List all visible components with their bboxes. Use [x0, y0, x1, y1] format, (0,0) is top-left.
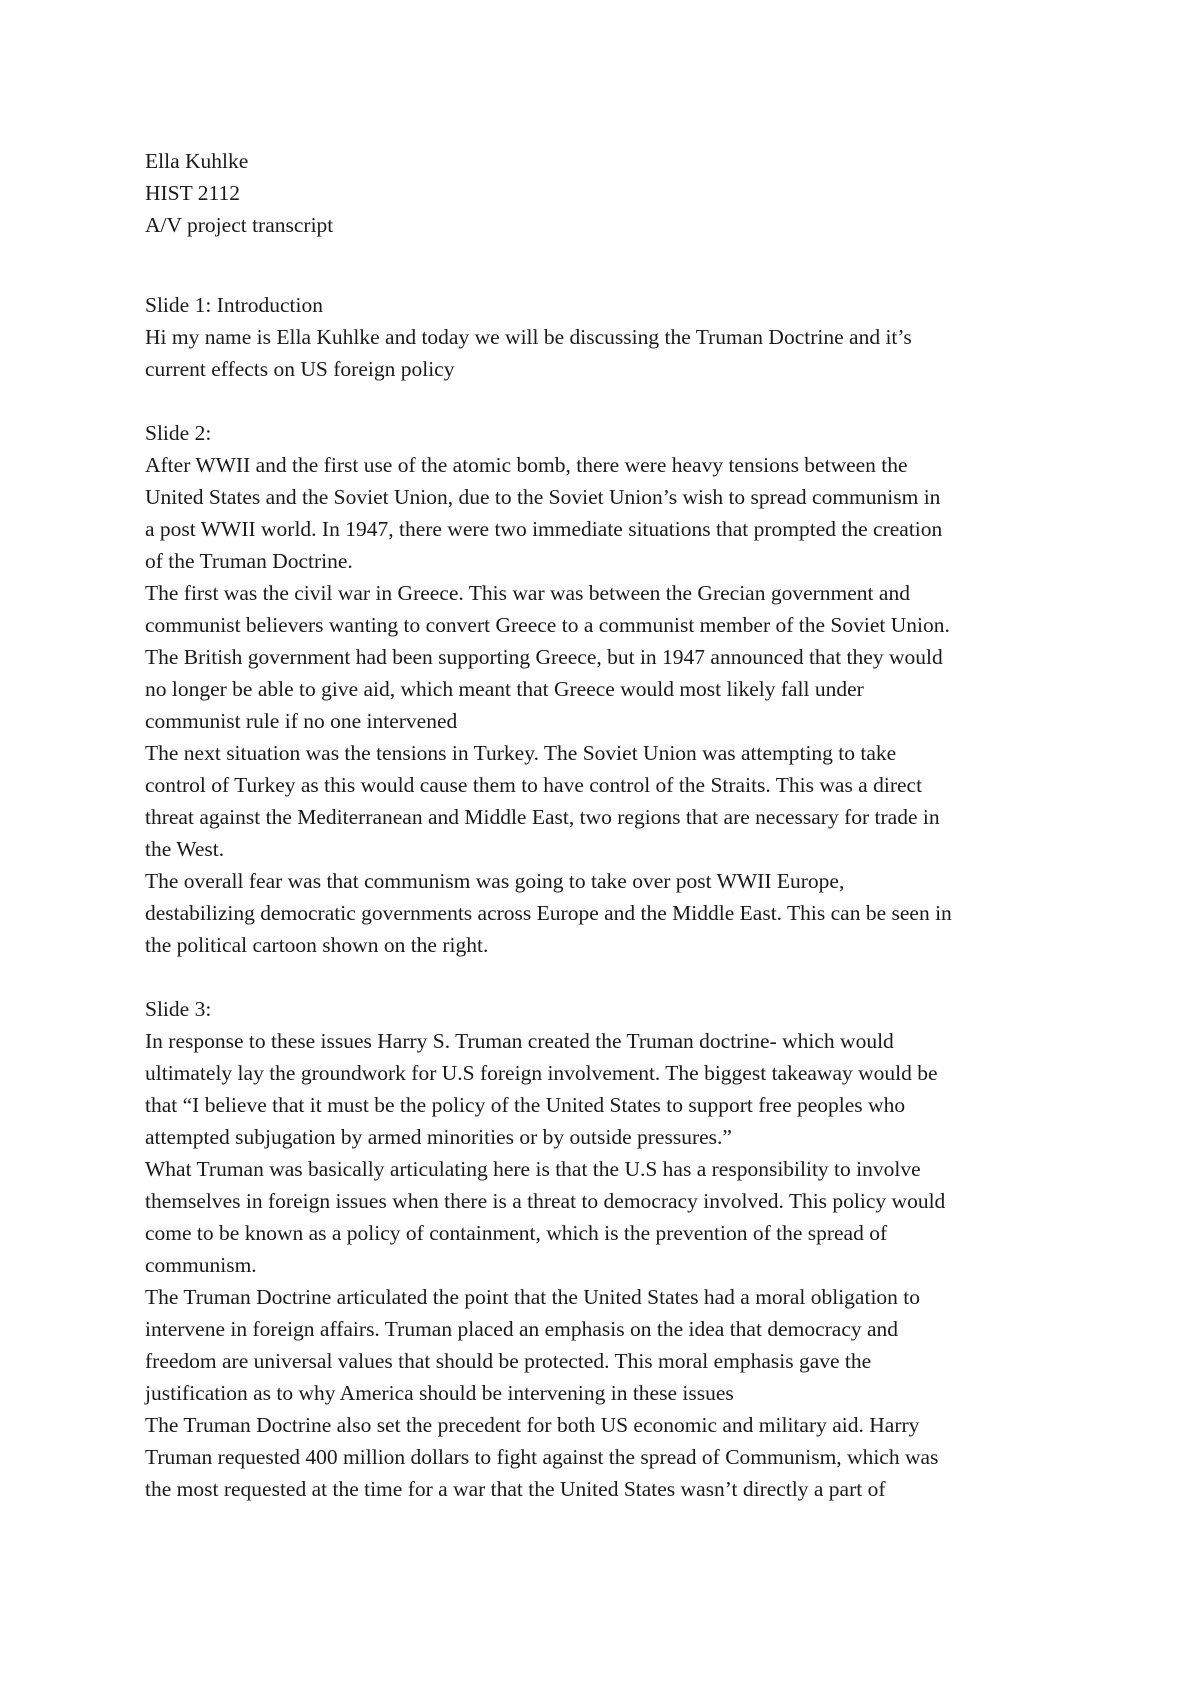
- slide-2-section: [145, 417, 1075, 961]
- text-line: freedom are universal values that should be protected. This moral emphasis gave the: [145, 1349, 872, 1373]
- text-line: In response to these issues Harry S. Truman created the Truman doctrine- which would: [145, 1029, 894, 1053]
- text-line: destabilizing democratic governments across Europe and the Middle East. This can be seen in: [145, 901, 952, 925]
- text-line: the most requested at the time for a war that the United States wasn’t directly a part of: [145, 1477, 886, 1501]
- text-line: communism.: [145, 1253, 257, 1277]
- slide-1-section: [145, 289, 1075, 385]
- author-name: Ella Kuhlke: [145, 149, 249, 173]
- text-line: the political cartoon shown on the right.: [145, 933, 489, 957]
- text-line: of the Truman Doctrine.: [145, 549, 353, 573]
- text-line: control of Turkey as this would cause them to have control of the Straits. This was a direct: [145, 773, 923, 797]
- spacer: [145, 385, 1075, 417]
- text-line: themselves in foreign issues when there is a threat to democracy involved. This policy would: [145, 1189, 946, 1213]
- slide-2-heading: Slide 2:: [145, 421, 212, 445]
- text-line: Hi my name is Ella Kuhlke and today we will be discussing the Truman Doctrine and it’s: [145, 325, 912, 349]
- spacer: [145, 241, 1075, 289]
- slide-3-section: [145, 993, 1075, 1505]
- slide-1-heading: Slide 1: Introduction: [145, 293, 323, 317]
- text-line: The overall fear was that communism was going to take over post WWII Europe,: [145, 869, 845, 893]
- spacer: [145, 961, 1075, 993]
- text-line: threat against the Mediterranean and Middle East, two regions that are necessary for trade in: [145, 805, 940, 829]
- text-line: The Truman Doctrine articulated the point that the United States had a moral obligation to: [145, 1285, 921, 1309]
- text-line: communist rule if no one intervened: [145, 709, 458, 733]
- document-body: [145, 145, 1075, 1505]
- course-code: HIST 2112: [145, 181, 240, 205]
- text-line: that “I believe that it must be the policy of the United States to support free peoples who: [145, 1093, 906, 1117]
- text-line: The Truman Doctrine also set the precedent for both US economic and military aid. Harry: [145, 1413, 920, 1437]
- text-line: The next situation was the tensions in Turkey. The Soviet Union was attempting to take: [145, 741, 897, 765]
- text-line: ultimately lay the groundwork for U.S foreign involvement. The biggest takeaway would be: [145, 1061, 938, 1085]
- text-line: United States and the Soviet Union, due to the Soviet Union’s wish to spread communism in: [145, 485, 941, 509]
- slide-3-heading: Slide 3:: [145, 997, 212, 1021]
- text-line: The first was the civil war in Greece. This war was between the Grecian government and: [145, 581, 910, 605]
- text-line: no longer be able to give aid, which meant that Greece would most likely fall under: [145, 677, 864, 701]
- text-line: come to be known as a policy of containment, which is the prevention of the spread of: [145, 1221, 888, 1245]
- text-line: The British government had been supporting Greece, but in 1947 announced that they would: [145, 645, 943, 669]
- header-block: [145, 145, 1075, 241]
- text-line: a post WWII world. In 1947, there were two immediate situations that prompted the creation: [145, 517, 943, 541]
- text-line: the West.: [145, 837, 225, 861]
- text-line: After WWII and the first use of the atomic bomb, there were heavy tensions between the: [145, 453, 908, 477]
- text-line: intervene in foreign affairs. Truman placed an emphasis on the idea that democracy and: [145, 1317, 899, 1341]
- document-title: A/V project transcript: [145, 213, 334, 237]
- text-line: Truman requested 400 million dollars to fight against the spread of Communism, which was: [145, 1445, 939, 1469]
- text-line: communist believers wanting to convert Greece to a communist member of the Soviet Union.: [145, 613, 950, 637]
- text-line: current effects on US foreign policy: [145, 357, 455, 381]
- text-line: What Truman was basically articulating here is that the U.S has a responsibility to involve: [145, 1157, 921, 1181]
- text-line: justification as to why America should be intervening in these issues: [145, 1381, 734, 1405]
- text-line: attempted subjugation by armed minorities or by outside pressures.”: [145, 1125, 732, 1149]
